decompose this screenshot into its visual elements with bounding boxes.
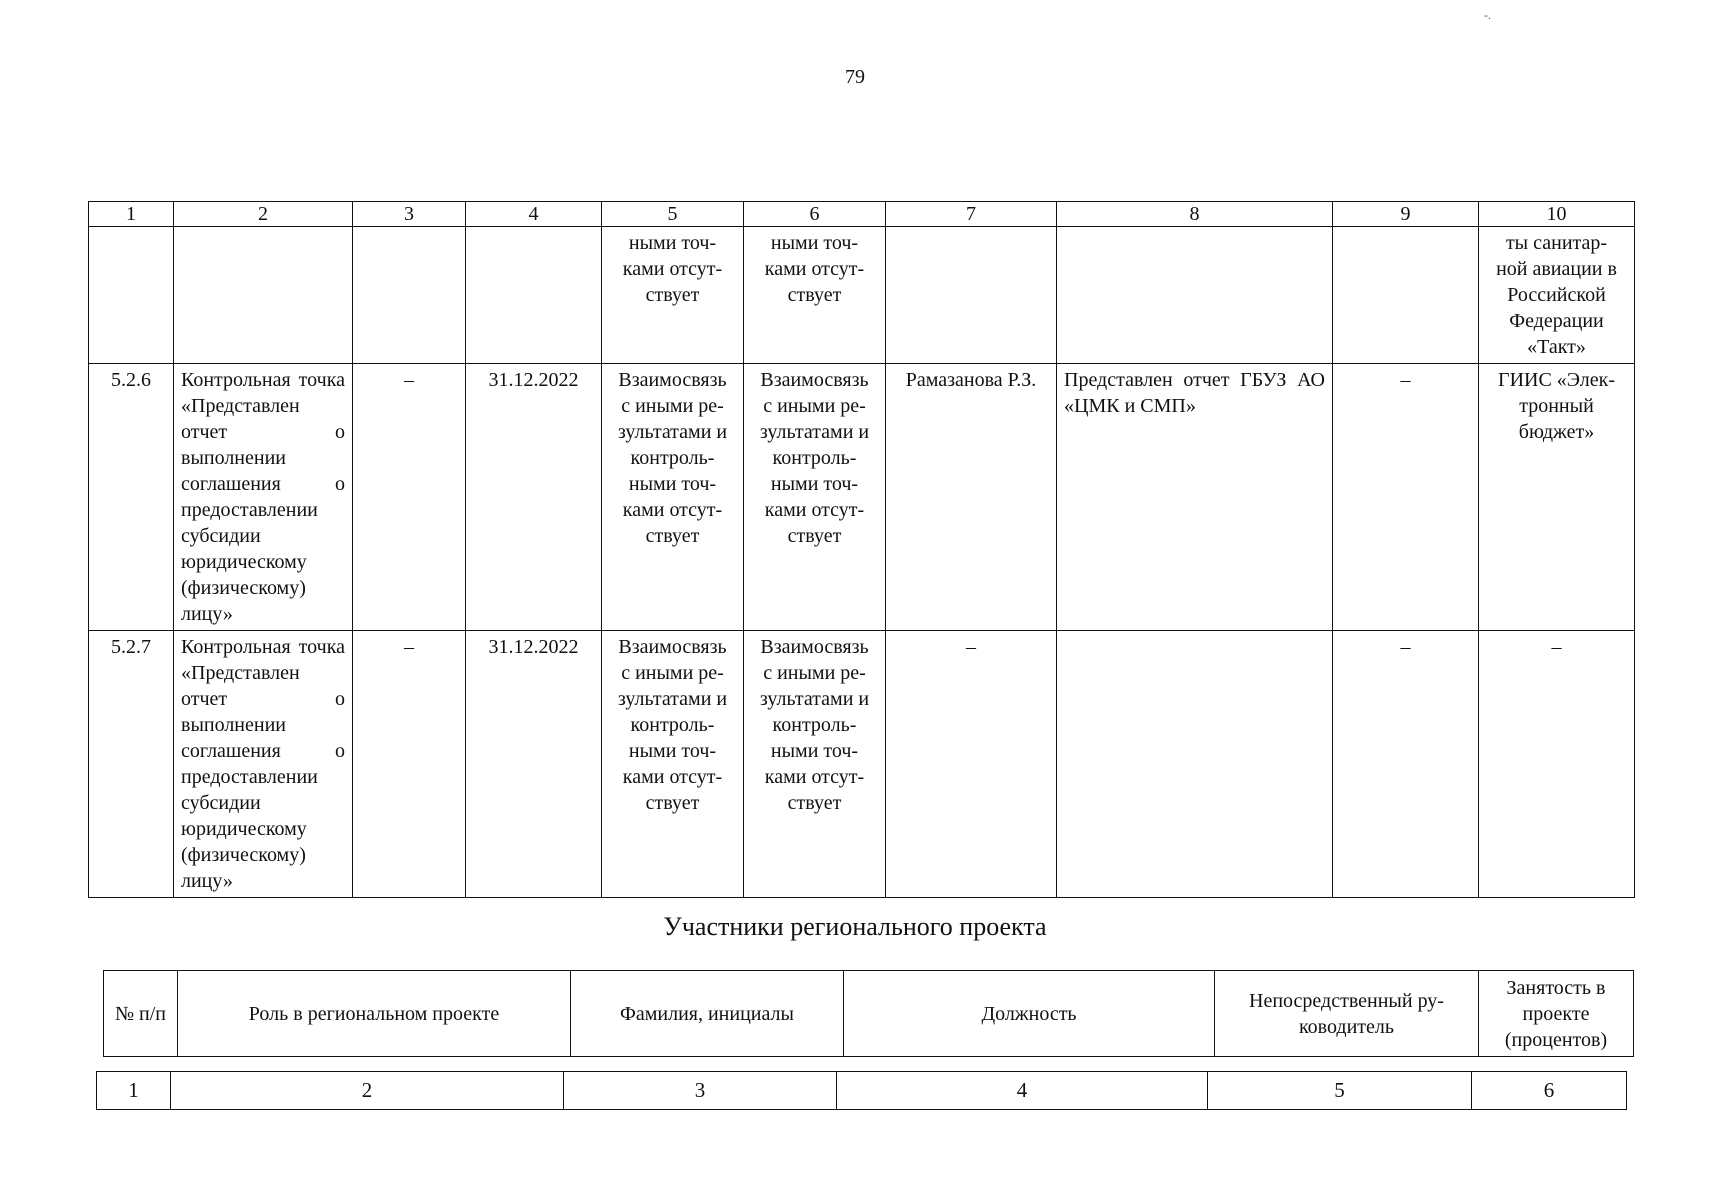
cell-responsible: –	[886, 631, 1057, 898]
cell-number: 5.2.7	[89, 631, 174, 898]
col-number: 7	[886, 202, 1057, 227]
col-number: 3	[353, 202, 466, 227]
col-number: 3	[564, 1072, 837, 1110]
cell-relations: ными точ- ками отсут- ствует	[602, 227, 744, 364]
cell-info-system: –	[1479, 631, 1635, 898]
col-number: 9	[1333, 202, 1479, 227]
cell-number: 5.2.6	[89, 364, 174, 631]
col-number: 10	[1479, 202, 1635, 227]
col-number: 8	[1057, 202, 1333, 227]
col-number: 4	[837, 1072, 1208, 1110]
table-row	[89, 631, 1635, 898]
cell-dash: –	[353, 364, 466, 631]
col-number: 5	[602, 202, 744, 227]
cell-date: 31.12.2022	[466, 364, 602, 631]
cell-dash: –	[1333, 631, 1479, 898]
cell-relations: Взаимосвязь с иными ре- зультатами и контроль- ными точ- ками отсут- ствует	[744, 631, 886, 898]
table-row	[89, 227, 1635, 364]
participants-number-row	[97, 1072, 1627, 1110]
cell-responsible: Рамазанова Р.З.	[886, 364, 1057, 631]
participants-header-row	[104, 971, 1634, 1057]
section-title: Участники регионального проекта	[663, 912, 1047, 941]
col-number: 1	[97, 1072, 171, 1110]
table-row	[89, 364, 1635, 631]
header-cell: Фамилия, инициалы	[571, 971, 844, 1057]
page-number: 79	[845, 66, 865, 88]
cell-info-system: ты санитар- ной авиации в Российской Федерации «Такт»	[1479, 227, 1635, 364]
col-number: 6	[744, 202, 886, 227]
corner-mark: -.	[1484, 8, 1491, 22]
header-cell: № п/п	[104, 971, 178, 1057]
header-cell: Роль в региональном проекте	[178, 971, 571, 1057]
cell-relations: ными точ- ками отсут- ствует	[744, 227, 886, 364]
cell-result: Представлен отчет ГБУЗ АО «ЦМК и СМП»	[1057, 364, 1333, 631]
header-cell: Должность	[844, 971, 1215, 1057]
col-number: 2	[174, 202, 353, 227]
cell-control-point-name: Контрольная точка «Представлен отчет о выполнении соглашения о предоставлении субсидии юридическому (физическому) лицу»	[174, 364, 353, 631]
cell-relations: Взаимосвязь с иными ре- зультатами и контроль- ными точ- ками отсут- ствует	[744, 364, 886, 631]
cell-relations: Взаимосвязь с иными ре- зультатами и контроль- ными точ- ками отсут- ствует	[602, 364, 744, 631]
control-points-table	[88, 201, 1635, 898]
col-number: 2	[171, 1072, 564, 1110]
participants-header-table	[103, 970, 1634, 1057]
cell-date: 31.12.2022	[466, 631, 602, 898]
participants-number-table	[96, 1071, 1627, 1110]
cell-dash: –	[353, 631, 466, 898]
col-number: 4	[466, 202, 602, 227]
cell-dash: –	[1333, 364, 1479, 631]
col-number: 1	[89, 202, 174, 227]
cell-info-system: ГИИС «Элек- тронный бюджет»	[1479, 364, 1635, 631]
header-cell: Занятость в проекте (процентов)	[1479, 971, 1634, 1057]
col-number: 6	[1472, 1072, 1627, 1110]
cell-result	[1057, 631, 1333, 898]
header-cell: Непосредственный ру- ководитель	[1215, 971, 1479, 1057]
column-number-row	[89, 202, 1635, 227]
cell-control-point-name: Контрольная точка «Представлен отчет о выполнении соглашения о предоставлении субсидии юридическому (физическому) лицу»	[174, 631, 353, 898]
cell-relations: Взаимосвязь с иными ре- зультатами и контроль- ными точ- ками отсут- ствует	[602, 631, 744, 898]
col-number: 5	[1208, 1072, 1472, 1110]
